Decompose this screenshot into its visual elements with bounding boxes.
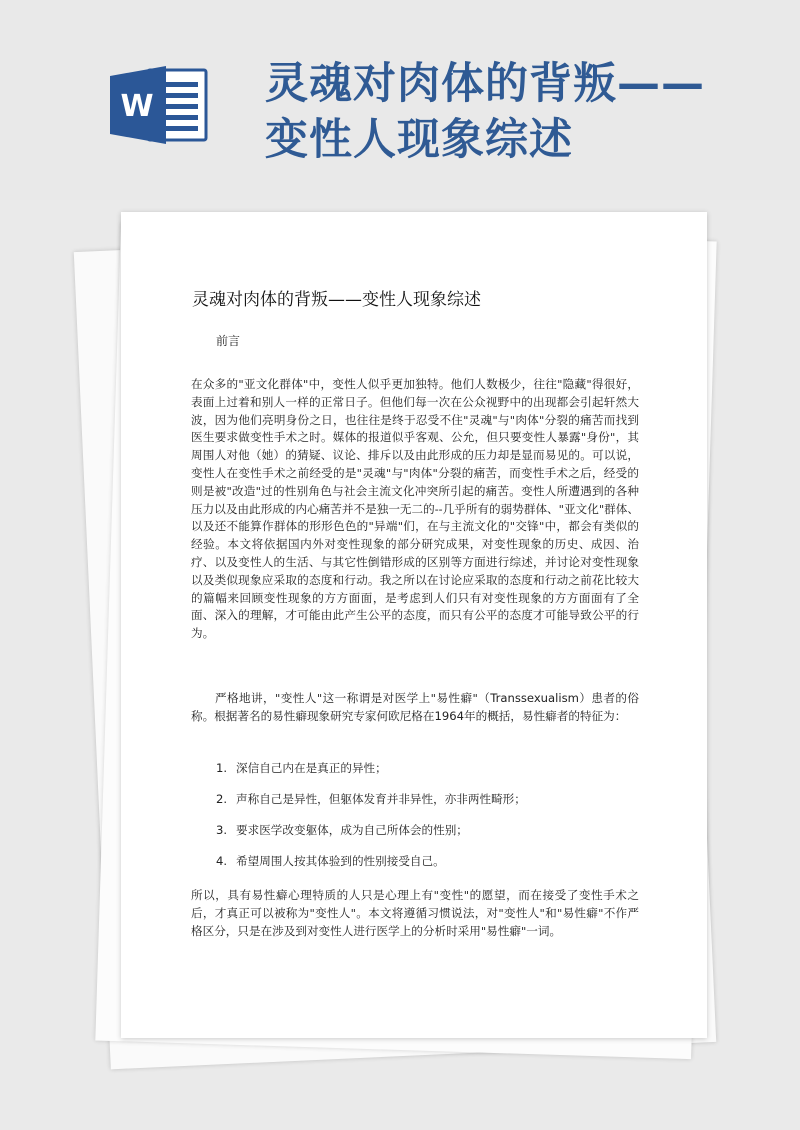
list-item-number: 3. — [216, 823, 228, 837]
year: 1964 — [434, 708, 464, 723]
document-title: 灵魂对肉体的背叛——变性人现象综述 — [192, 290, 481, 310]
paragraph-definition — [191, 690, 639, 726]
list-item-text: 声称自己是异性，但躯体发育并非异性，亦非两性畸形； — [236, 792, 526, 806]
banner-title — [265, 56, 785, 168]
preface-heading: 前言 — [216, 334, 241, 348]
list-item-text: 希望周围人按其体验到的性别接受自己。 — [236, 854, 445, 868]
paragraph-definition-c: 年的概括，易性癖者的特征为： — [464, 708, 627, 723]
banner — [0, 0, 800, 200]
word-logo-letter: W — [120, 89, 154, 124]
paragraph-definition-a: 严格地讲，"变性人"这一称谓是对医学上"易性癖"（ — [215, 691, 491, 705]
list-item-text: 要求医学改变躯体，成为自己所体会的性别； — [236, 823, 468, 837]
paragraph-definition-b: ）患者的俗称。根据著名的易性癖现象研究专家何欧尼格在 — [191, 691, 639, 723]
list-item-number: 1. — [216, 761, 228, 775]
word-document-icon — [110, 66, 210, 144]
banner-title-line2: 变性人现象综述 — [265, 115, 573, 165]
list-item — [216, 822, 636, 853]
paragraph-intro: 在众多的"亚文化群体"中，变性人似乎更加独特。他们人数极少，往往"隐藏"得很好，表面上过着和别人一样的正常日子。但他们每一次在公众视野中的出现都会引起轩然大波，因为他们亮明身份之日，也往往是终于忍受不住"灵魂"与"肉体"分裂的痛苦而找到医生要求做变性手术之时。媒体的报道似乎客观、公允，但只要变性人暴露"身份"，其周围人对他（她）的猜疑、议论、排斥以及由此形成的压力却是显而易见的。可以说，变性人在变性手术之前经受的是"灵魂"与"肉体"分裂的痛苦，而变性手术之后，经受的则是被"改造"过的性别角色与社会主流文化冲突所引起的痛苦。变性人所遭遇到的各种压力以及由此形成的内心痛苦并不是独一无二的--几乎所有的弱势群体、"亚文化"群体、以及还不能算作群体的形形色色的"异端"们，在与主流文化的"交锋"中，都会有类似的经验。本文将依据国内外对变性现象的部分研究成果，对变性现象的历史、成因、治疗、以及变性人的生活、与其它性倒错形成的区别等方面进行综述，并讨论对变性现象以及类似现象应采取的态度和行动。我之所以在讨论应采取的态度和行动之前花比较大的篇幅来回顾变性现象的方方面面，是考虑到人们只有对变性现象的方方面面有了全面、深入的理解，才可能由此产生公平的态度，而只有公平的态度才可能导致公平的行为。 — [191, 377, 639, 641]
paragraph-conclusion: 所以，具有易性癖心理特质的人只是心理上有"变性"的愿望，而在接受了变性手术之后，才真正可以被称为"变性人"。本文将遵循习惯说法，对"变性人"和"易性癖"不作严格区分，只是在涉及到对变性人进行医学上的分析时采用"易性癖"一词。 — [191, 888, 639, 938]
traits-list — [216, 760, 636, 884]
banner-title-line1: 灵魂对肉体的背叛—— — [265, 59, 705, 109]
list-item-number: 4. — [216, 854, 228, 868]
list-item — [216, 853, 636, 884]
list-item — [216, 791, 636, 822]
term-transsexualism: Transsexualism — [490, 691, 579, 705]
list-item-number: 2. — [216, 792, 228, 806]
list-item — [216, 760, 636, 791]
list-item-text: 深信自己内在是真正的异性； — [236, 761, 387, 775]
